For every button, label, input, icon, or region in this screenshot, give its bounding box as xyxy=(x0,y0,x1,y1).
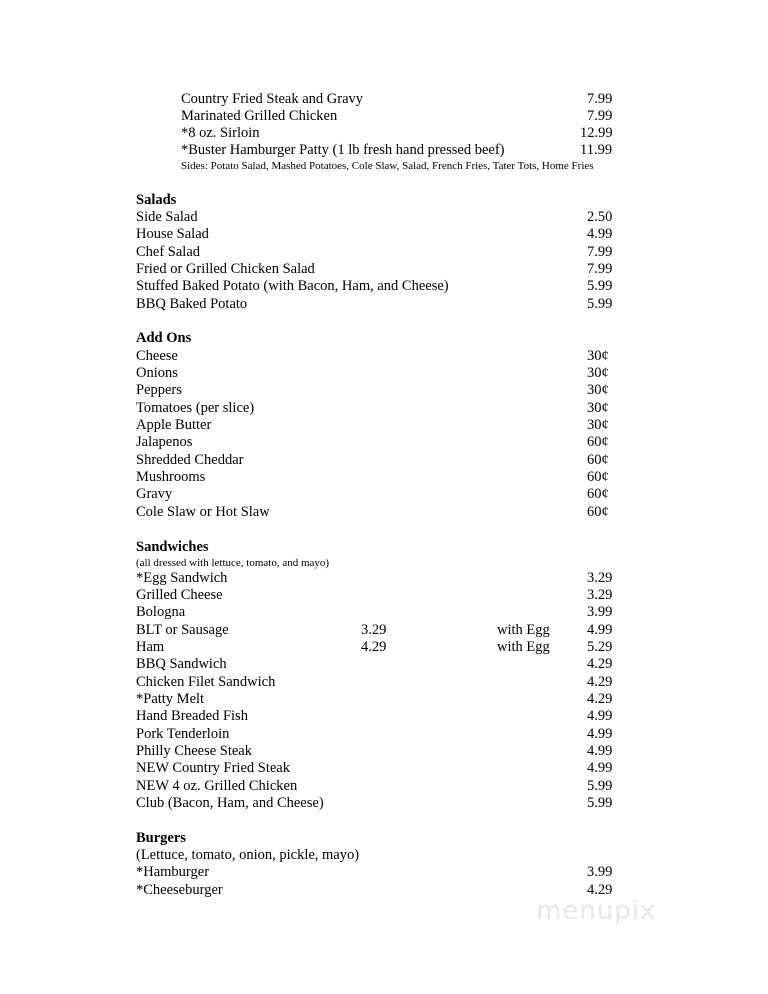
menu-item-price: 4.99 xyxy=(587,708,613,724)
menu-item-name: Apple Butter xyxy=(136,417,212,433)
menu-item-name: *8 oz. Sirloin xyxy=(181,125,260,141)
menu-item-name: Onions xyxy=(136,365,178,381)
menu-item-name: Fried or Grilled Chicken Salad xyxy=(136,261,315,277)
menu-item-price: 5.29 xyxy=(587,639,613,655)
menu-item-name: Jalapenos xyxy=(136,434,193,450)
menu-item-price: 4.99 xyxy=(587,726,613,742)
menu-item-price: 5.99 xyxy=(587,296,613,312)
menu-item-name: Grilled Cheese xyxy=(136,587,223,603)
menu-item-price: 3.99 xyxy=(587,604,613,620)
menu-item-name: Bologna xyxy=(136,604,186,620)
menu-item-name: Ham xyxy=(136,639,165,655)
menu-item-price: 7.99 xyxy=(587,261,613,277)
menu-item-name: *Hamburger xyxy=(136,864,210,880)
menu-item-price: 4.99 xyxy=(587,622,613,638)
menu-item-price: 7.99 xyxy=(587,108,613,124)
section-title-addons: Add Ons xyxy=(136,330,192,346)
watermark-logo: menupix xyxy=(536,896,657,926)
menu-item-price: 60¢ xyxy=(587,486,609,502)
with-egg-label: with Egg xyxy=(497,622,550,638)
burgers-note: (Lettuce, tomato, onion, pickle, mayo) xyxy=(136,847,360,863)
menu-item-name: *Patty Melt xyxy=(136,691,205,707)
menu-item-price-plain: 3.29 xyxy=(361,622,387,638)
menu-item-name: Pork Tenderloin xyxy=(136,726,230,742)
menu-item-price: 12.99 xyxy=(580,125,613,141)
section-title-sandwiches: Sandwiches xyxy=(136,539,209,555)
menu-item-name: Philly Cheese Steak xyxy=(136,743,252,759)
menu-item-name: Tomatoes (per slice) xyxy=(136,400,255,416)
menu-item-name: Peppers xyxy=(136,382,182,398)
menu-item-price: 3.29 xyxy=(587,587,613,603)
menu-item-price: 60¢ xyxy=(587,452,609,468)
menu-item-name: *Egg Sandwich xyxy=(136,570,228,586)
menu-item-price: 60¢ xyxy=(587,434,609,450)
sides-note: Sides: Potato Salad, Mashed Potatoes, Cole Slaw, Salad, French Fries, Tater Tots, Home Fries xyxy=(181,160,594,172)
menu-item-name: Mushrooms xyxy=(136,469,206,485)
menu-item-name: Shredded Cheddar xyxy=(136,452,244,468)
menu-item-name: Country Fried Steak and Gravy xyxy=(181,91,364,107)
menu-item-name: Side Salad xyxy=(136,209,198,225)
menu-item-price: 4.29 xyxy=(587,882,613,898)
menu-item-name: NEW Country Fried Steak xyxy=(136,760,290,776)
menu-item-price: 5.99 xyxy=(587,278,613,294)
menu-item-price: 4.29 xyxy=(587,691,613,707)
menu-item-price: 4.29 xyxy=(587,674,613,690)
menu-item-name: Club (Bacon, Ham, and Cheese) xyxy=(136,795,324,811)
menu-item-price: 7.99 xyxy=(587,91,613,107)
menu-item-price: 3.99 xyxy=(587,864,613,880)
sandwiches-note: (all dressed with lettuce, tomato, and mayo) xyxy=(136,557,330,569)
menu-item-name: *Cheeseburger xyxy=(136,882,223,898)
menu-item-price: 4.99 xyxy=(587,760,613,776)
menu-item-price: 5.99 xyxy=(587,778,613,794)
menu-item-name: Gravy xyxy=(136,486,173,502)
menu-item-price: 3.29 xyxy=(587,570,613,586)
menu-item-price: 4.99 xyxy=(587,226,613,242)
menu-item-name: BLT or Sausage xyxy=(136,622,229,638)
menu-item-price: 4.29 xyxy=(587,656,613,672)
section-title-burgers: Burgers xyxy=(136,830,186,846)
menu-item-price: 60¢ xyxy=(587,504,609,520)
menu-item-price: 4.99 xyxy=(587,743,613,759)
menu-item-name: Marinated Grilled Chicken xyxy=(181,108,338,124)
menu-item-name: *Buster Hamburger Patty (1 lb fresh hand pressed beef) xyxy=(181,142,505,158)
menu-item-price: 30¢ xyxy=(587,400,609,416)
menu-item-name: Chicken Filet Sandwich xyxy=(136,674,276,690)
menu-item-price: 30¢ xyxy=(587,417,609,433)
menu-item-price: 7.99 xyxy=(587,244,613,260)
menu-item-name: Cheese xyxy=(136,348,178,364)
with-egg-label: with Egg xyxy=(497,639,550,655)
menu-item-price: 11.99 xyxy=(580,142,613,158)
section-title-salads: Salads xyxy=(136,192,177,208)
menu-item-name: Chef Salad xyxy=(136,244,201,260)
menu-item-price: 5.99 xyxy=(587,795,613,811)
menu-item-name: BBQ Sandwich xyxy=(136,656,227,672)
menu-item-price-plain: 4.29 xyxy=(361,639,387,655)
menu-item-name: Cole Slaw or Hot Slaw xyxy=(136,504,270,520)
menu-item-name: Stuffed Baked Potato (with Bacon, Ham, and Cheese) xyxy=(136,278,449,294)
menu-item-price: 60¢ xyxy=(587,469,609,485)
menu-item-price: 2.50 xyxy=(587,209,613,225)
menu-item-name: Hand Breaded Fish xyxy=(136,708,248,724)
menu-item-price: 30¢ xyxy=(587,348,609,364)
menu-item-name: BBQ Baked Potato xyxy=(136,296,248,312)
menu-item-name: NEW 4 oz. Grilled Chicken xyxy=(136,778,298,794)
menu-item-price: 30¢ xyxy=(587,382,609,398)
menu-item-price: 30¢ xyxy=(587,365,609,381)
menu-item-name: House Salad xyxy=(136,226,209,242)
